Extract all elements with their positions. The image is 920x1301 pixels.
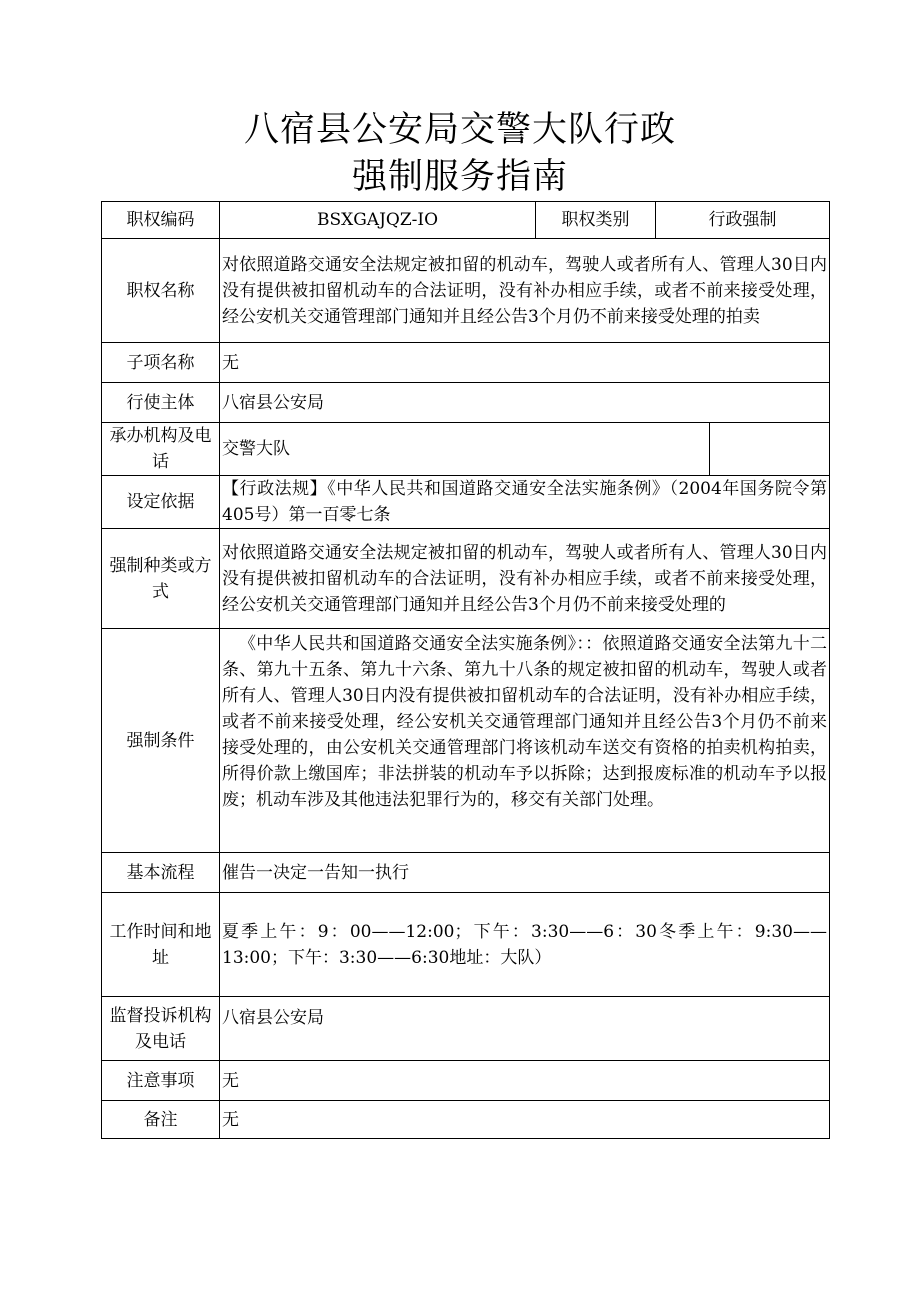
label-enforcement-type: 强制种类或方式 — [102, 529, 220, 629]
row-remarks — [102, 1101, 830, 1139]
value-enforcement-type: 对依照道路交通安全法规定被扣留的机动车，驾驶人或者所有人、管理人30日内没有提供被扣留机动车的合法证明，没有补办相应手续，或者不前来接受处理，经公安机关交通管理部门通知并且经公告3个月仍不前来接受处理的 — [220, 529, 830, 629]
label-complaint: 监督投诉机构及电话 — [102, 997, 220, 1061]
value-remarks: 无 — [220, 1101, 830, 1139]
label-agency: 承办机构及电话 — [102, 423, 220, 476]
row-complaint — [102, 997, 830, 1061]
row-conditions — [102, 629, 830, 853]
row-subject — [102, 383, 830, 423]
value-agency: 交警大队 — [220, 423, 710, 476]
value-conditions: 《中华人民共和国道路交通安全法实施条例》：：依照道路交通安全法第九十二条、第九十五条、第九十六条、第九十八条的规定被扣留的机动车，驾驶人或者所有人、管理人30日内没有提供被扣留机动车的合法证明，没有补办相应手续，或者不前来接受处理，经公安机关交通管理部门通知并且经公告3个月仍不前来接受处理的，由公安机关交通管理部门将该机动车送交有资格的拍卖机构拍卖，所得价款上缴国库；非法拼装的机动车予以拆除；达到报废标准的机动车予以报废；机动车涉及其他违法犯罪行为的，移交有关部门处理。 — [220, 629, 830, 853]
value-agency-phone — [710, 423, 830, 476]
label-conditions: 强制条件 — [102, 629, 220, 853]
label-authority-name: 职权名称 — [102, 239, 220, 343]
label-remarks: 备注 — [102, 1101, 220, 1139]
row-basis — [102, 476, 830, 529]
value-hours-address: 夏季上午：9：00——12:00；下午：3:30——6：30冬季上午：9:30——13:00；下午：3:30——6:30地址：大队） — [220, 893, 830, 997]
row-hours-address — [102, 893, 830, 997]
value-process: 催告一决定一告知一执行 — [220, 853, 830, 893]
value-notes: 无 — [220, 1061, 830, 1101]
row-subitem — [102, 343, 830, 383]
label-hours-address: 工作时间和地址 — [102, 893, 220, 997]
row-enforcement-type — [102, 529, 830, 629]
service-guide-table — [101, 201, 830, 1139]
label-basis: 设定依据 — [102, 476, 220, 529]
label-subject: 行使主体 — [102, 383, 220, 423]
value-complaint: 八宿县公安局 — [220, 997, 830, 1061]
label-process: 基本流程 — [102, 853, 220, 893]
row-process — [102, 853, 830, 893]
value-authority-code: BSXGAJQZ-IO — [220, 202, 536, 239]
page-title-line2: 强制服务指南 — [351, 157, 568, 197]
row-authority-code — [102, 202, 830, 239]
value-authority-category: 行政强制 — [656, 202, 830, 239]
label-authority-code: 职权编码 — [102, 202, 220, 239]
value-authority-name: 对依照道路交通安全法规定被扣留的机动车，驾驶人或者所有人、管理人30日内没有提供被扣留机动车的合法证明，没有补办相应手续，或者不前来接受处理，经公安机关交通管理部门通知并且经公告3个月仍不前来接受处理的拍卖 — [220, 239, 830, 343]
row-authority-name — [102, 239, 830, 343]
label-subitem: 子项名称 — [102, 343, 220, 383]
row-notes — [102, 1061, 830, 1101]
page-title-line1: 八宿县公安局交警大队行政 — [243, 110, 676, 150]
value-basis: 【行政法规】《中华人民共和国道路交通安全法实施条例》（2004年国务院令第405号）第一百零七条 — [220, 476, 830, 529]
row-agency — [102, 423, 830, 476]
value-subject: 八宿县公安局 — [220, 383, 830, 423]
value-subitem: 无 — [220, 343, 830, 383]
label-authority-category: 职权类别 — [536, 202, 656, 239]
label-notes: 注意事项 — [102, 1061, 220, 1101]
